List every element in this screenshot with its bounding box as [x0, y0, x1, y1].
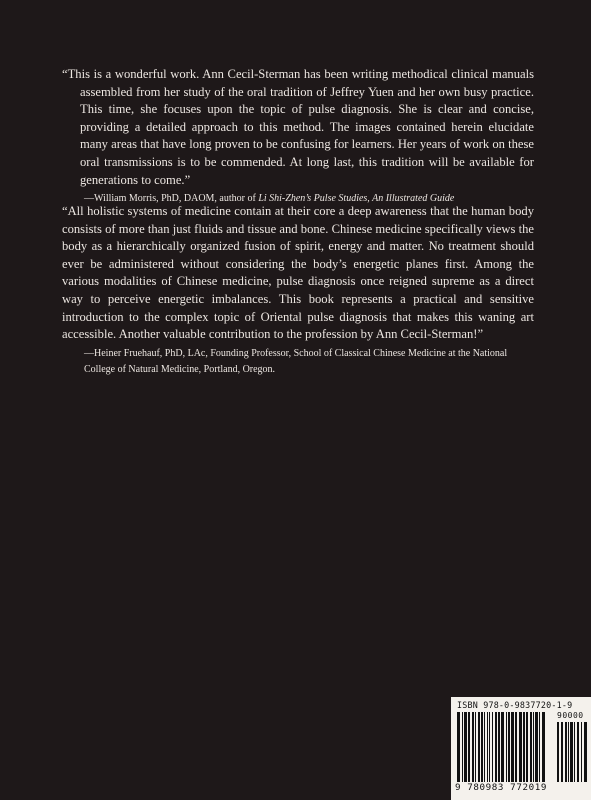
- isbn-label: ISBN 978-0-9837720-1-9: [457, 700, 573, 710]
- barcode-bar: [457, 712, 460, 782]
- barcode-bar: [570, 722, 573, 782]
- quote-1-text: “This is a wonderful work. Ann Cecil-Sterman has been writing methodical clinical manuals assembled from her study of the oral tradition of Jeffrey Yuen and her own busy practice. This time, she focuses upon the topic of pulse diagnosis. She is clear and concise, providing a detailed approach to this method. The images contained herein elucidate many areas that have long proven to be confusing for learners. Her years of work on these oral transmissions is to be commended. At long last, this tradition will be available for generations to come.”: [62, 67, 534, 187]
- barcode-bar: [464, 712, 467, 782]
- barcode-bar: [472, 712, 474, 782]
- barcode-bar: [506, 712, 507, 782]
- barcode-bar: [561, 722, 563, 782]
- barcode-bar: [519, 712, 522, 782]
- barcode-bar: [501, 712, 504, 782]
- barcode-addon-number: 90000: [557, 711, 584, 720]
- barcode-bar: [484, 712, 485, 782]
- quote-1-attribution-author: —William Morris, PhD, DAOM, author of: [84, 193, 259, 205]
- quote-2-attribution: —Heiner Fruehauf, PhD, LAc, Founding Professor, School of Classical Chinese Medicine at the National College of Natural Medicine, Portland, Oregon.: [84, 347, 508, 375]
- barcode-bar: [584, 722, 587, 782]
- barcode-addon-bars: [557, 722, 591, 782]
- barcode-bar: [498, 712, 500, 782]
- barcode-bar: [574, 722, 575, 782]
- barcode-bar: [515, 712, 517, 782]
- barcode-bar: [577, 722, 579, 782]
- barcode-bar: [495, 712, 497, 782]
- barcode-bar: [565, 722, 567, 782]
- barcode-bar: [511, 712, 514, 782]
- quote-2-text: “All holistic systems of medicine contain at their core a deep awareness that the human body consists of more than just fluids and tissue and bone. Chinese medicine specifically views the body as a hierarchically organized fusion of spirit, energy and matter. No treatment should ever be administered without considering the body’s energetic planes first. Among the various modalities of Chinese medicine, pulse diagnosis once reigned supreme as a direct way to perceive energetic imbalances. This book represents a practical and sensitive introduction to the complex topic of Oriental pulse diagnosis that makes this waning art accessible. Another valuable contribution to the profession by Ann Cecil-Sterman!”: [62, 204, 534, 342]
- barcode-bar: [530, 712, 532, 782]
- barcode-bar: [539, 712, 540, 782]
- barcode-bar: [478, 712, 480, 782]
- isbn-barcode: [451, 697, 591, 800]
- barcode-bar: [581, 722, 582, 782]
- barcode-bar: [535, 712, 538, 782]
- endorsement-quote-2: [62, 203, 534, 378]
- barcode-digits: 9 780983 772019: [455, 782, 547, 793]
- barcode-bar: [557, 722, 559, 782]
- barcode-bar: [542, 712, 545, 782]
- barcode-bar: [508, 712, 510, 782]
- barcode-bar: [489, 712, 490, 782]
- barcode-bar: [481, 712, 483, 782]
- barcode-bar: [487, 712, 488, 782]
- barcode-bar: [468, 712, 470, 782]
- quote-1-attribution-book-title: Li Shi-Zhen’s Pulse Studies, An Illustrated Guide: [258, 193, 455, 205]
- barcode-bar: [568, 722, 569, 782]
- barcode-bar: [526, 712, 528, 782]
- barcode-bar: [475, 712, 476, 782]
- barcode-bar: [533, 712, 534, 782]
- barcode-bars: [457, 712, 549, 782]
- barcode-bar: [523, 712, 525, 782]
- barcode-bar: [462, 712, 463, 782]
- endorsement-quote-1: [62, 66, 534, 207]
- barcode-bar: [492, 712, 493, 782]
